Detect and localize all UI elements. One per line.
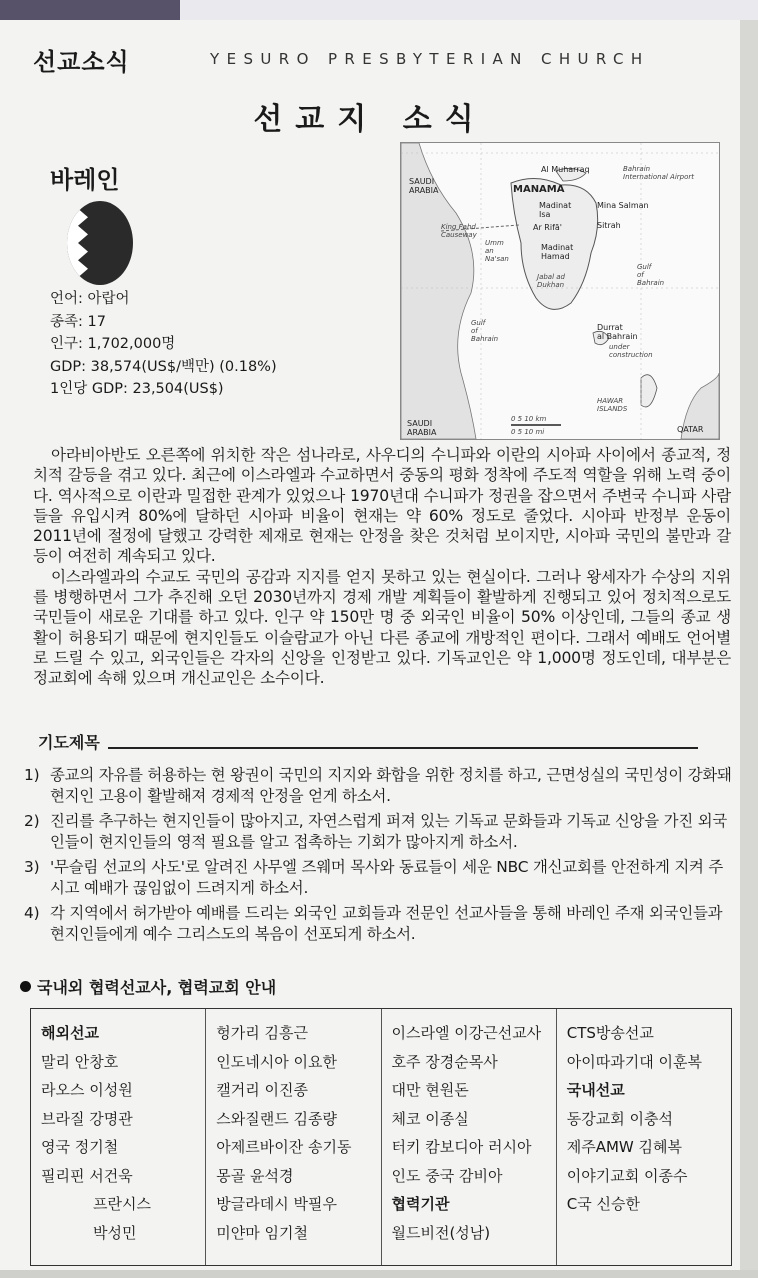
prayer-item — [24, 857, 734, 899]
prayer-text: 각 지역에서 허가받아 예배를 드리는 외국인 교회들과 전문인 선교사들을 통해 바레인 주재 외국인들과 현지인들에게 예수 그리스도의 복음이 선포되게 하소서. — [50, 904, 723, 943]
top-bar-light — [180, 0, 758, 20]
fact-gdp: GDP: 38,574(US$/백만) (0.18%) — [50, 358, 277, 375]
coop-header-domestic: 국내선교 — [566, 1081, 625, 1099]
map-label-saudi-bottom: SAUDI ARABIA — [407, 419, 437, 437]
prayer-number: 1) — [24, 766, 40, 784]
coop-entry: 캘거리 이진종 — [216, 1081, 308, 1099]
coop-entry: 호주 장경순목사 — [391, 1052, 498, 1071]
map-label-hawar: HAWAR ISLANDS — [597, 397, 628, 413]
bahrain-map — [400, 142, 720, 440]
section-label: 선교소식 — [33, 48, 130, 76]
coop-entry: 동강교회 이충석 — [566, 1109, 673, 1128]
article-body — [33, 445, 731, 689]
coop-entry: 브라질 강명관 — [41, 1109, 133, 1128]
map-label-madinat-isa: Madinat Isa — [539, 201, 572, 219]
map-label-saudi-top: SAUDI ARABIA — [409, 177, 439, 195]
coop-column-4 — [557, 1009, 731, 1265]
coop-entry: C국 신승한 — [566, 1195, 640, 1213]
coop-column-3 — [382, 1009, 557, 1265]
cooperation-heading-text: 국내외 협력선교사, 협력교회 안내 — [37, 978, 277, 997]
article-paragraph: 아라비아반도 오른쪽에 위치한 작은 섬나라로, 사우디의 수니파와 이란의 시아파 사이에서 종교적, 정치적 갈등을 겪고 있다. 최근에 이스라엘과 수교하면서 중동의 평화 정착에 주도적 역할을 위해 노력 중이다. 역사적으로 이란과 밀접한 관계가 있었으나 1970년대 수니파가 정권을 잡으면서 주변국 수니파 사람들을 유입시켜 80%에 달하던 시아파 비율이 현재는 약 60% 정도로 줄었다. 시아파 반정부 운동이 2011년에 절정에 달했고 강력한 제재로 현재는 안정을 찾은 것처럼 보이지만, 시아파 국민의 불만과 갈등이 여전히 계속되고 있다. — [33, 446, 731, 566]
coop-entry: 방글라데시 박필우 — [216, 1195, 337, 1213]
prayer-text: '무슬림 선교의 사도'로 알려진 사무엘 즈웨머 목사와 동료들이 세운 NBC 개신교회를 안전하게 지켜 주시고 예배가 끊임없이 드려지게 하소서. — [50, 858, 724, 897]
prayer-item — [24, 811, 734, 853]
coop-entry: 라오스 이성원 — [41, 1081, 133, 1099]
coop-entry: 필리핀 서건욱 — [41, 1166, 133, 1185]
prayer-item — [24, 903, 734, 945]
country-facts — [50, 288, 277, 401]
prayer-text: 종교의 자유를 허용하는 현 왕권이 국민의 지지와 화합을 위한 정치를 하고, 근면성실의 국민성이 강화돼 현지인 고용이 활발해져 경제적 안정을 얻게 하소서. — [50, 766, 732, 805]
prayer-heading-rule — [108, 747, 698, 749]
coop-entry: 제주AMW 김혜복 — [566, 1138, 683, 1156]
map-label-umm-an-nasan: Umm an Na'san — [485, 239, 509, 263]
prayer-number: 4) — [24, 904, 40, 922]
church-name: YESURO PRESBYTERIAN CHURCH — [210, 50, 650, 68]
coop-column-2 — [206, 1009, 381, 1265]
map-label-manama: MANAMA — [513, 184, 565, 195]
bulletin-page — [0, 20, 740, 1270]
coop-entry: 인도네시아 이요한 — [216, 1052, 337, 1071]
coop-entry: 인도 중국 감비아 — [391, 1166, 503, 1185]
fact-peoples: 종족: 17 — [50, 313, 106, 330]
map-scale-mi: 0 5 10 mi — [511, 428, 545, 436]
map-label-airport: Bahrain International Airport — [623, 165, 694, 181]
coop-entry: 체코 이종실 — [391, 1109, 469, 1128]
map-label-gulf-right: Gulf of Bahrain — [637, 263, 665, 287]
fact-population: 인구: 1,702,000명 — [50, 336, 176, 353]
map-label-sitrah: Sitrah — [597, 221, 621, 230]
prayer-number: 2) — [24, 812, 40, 830]
map-label-madinat-hamad: Madinat Hamad — [541, 243, 574, 261]
coop-entry: 헝가리 김흥근 — [216, 1024, 308, 1042]
fact-gdp-per-capita: 1인당 GDP: 23,504(US$) — [50, 381, 224, 398]
coop-header-overseas: 해외선교 — [41, 1024, 99, 1042]
fact-language: 언어: 아랍어 — [50, 291, 130, 307]
coop-entry: 미얀마 임기철 — [216, 1223, 308, 1242]
coop-column-overseas — [31, 1009, 206, 1265]
country-name: 바레인 — [50, 166, 120, 194]
map-label-jabal-ad-dukhan: Jabal ad Dukhan — [537, 273, 565, 289]
map-label-causeway: King Fahd Causeway — [441, 223, 477, 239]
map-scale-km: 0 5 10 km — [511, 415, 547, 423]
coop-entry: 영국 정기철 — [41, 1138, 119, 1156]
coop-header-partners: 협력기관 — [391, 1195, 450, 1213]
bahrain-flag-icon — [66, 200, 134, 286]
coop-entry: 아이따과기대 이훈복 — [566, 1052, 702, 1071]
coop-entry: 박성민 — [93, 1223, 137, 1242]
coop-entry: 대만 현원돈 — [391, 1081, 469, 1099]
map-label-gulf-left: Gulf of Bahrain — [471, 319, 499, 343]
page-title: 선교지 소식 — [253, 102, 487, 137]
coop-entry: 몽골 윤석경 — [216, 1166, 294, 1185]
cooperation-heading — [20, 975, 276, 998]
prayer-text: 진리를 추구하는 현지인들이 많아지고, 자연스럽게 퍼져 있는 기독교 문화들과 기독교 신앙을 가진 외국인들이 현지인들의 영적 필요를 알고 접촉하는 기회가 많아지게 하소서. — [50, 812, 728, 851]
page-edge — [740, 20, 758, 1278]
prayer-heading: 기도제목 — [38, 733, 100, 752]
prayer-number: 3) — [24, 858, 40, 876]
cooperation-table — [30, 1008, 732, 1266]
coop-entry: 터키 캄보디아 러시아 — [391, 1138, 532, 1156]
bottom-edge — [0, 1270, 758, 1278]
map-label-durrat: Durrat al Bahrain — [597, 323, 638, 341]
coop-entry: 말리 안창호 — [41, 1052, 119, 1071]
map-label-under-construction: under construction — [609, 343, 653, 359]
coop-entry: 월드비전(성남) — [391, 1223, 491, 1242]
prayer-list — [24, 765, 734, 949]
prayer-item — [24, 765, 734, 807]
coop-entry: 이야기교회 이종수 — [566, 1166, 688, 1185]
coop-entry: CTS방송선교 — [566, 1024, 654, 1042]
map-label-al-muharraq: Al Muharraq — [541, 165, 590, 174]
article-paragraph: 이스라엘과의 수교도 국민의 공감과 지지를 얻지 못하고 있는 현실이다. 그러나 왕세자가 수상의 지위를 병행하면서 그가 추진해 오던 2030년까지 경제 개발 계획들이 활발하게 진행되고 있어 정치적으로도 국민들이 새로운 기대를 하고 있다. 인구 약 150만 명 중 외국인 비율이 50% 이상인데, 그들의 종교 생활이 허용되기 때문에 현지인들도 이슬람교가 아닌 다른 종교에 개방적인 편이다. 그래서 예배도 언어별로 드릴 수 있고, 외국인들은 각자의 신앙을 인정받고 있다. 기독교인은 약 1,000명 정도인데, 대부분은 정교회에 속해 있으며 개신교인은 소수이다. — [33, 567, 731, 688]
bullet-icon — [20, 981, 31, 992]
map-label-mina-salman: Mina Salman — [597, 201, 649, 210]
coop-entry: 스와질랜드 김종량 — [216, 1109, 337, 1128]
coop-entry: 프란시스 — [93, 1195, 151, 1213]
map-label-qatar: QATAR — [677, 425, 704, 434]
coop-entry: 아제르바이잔 송기동 — [216, 1138, 352, 1156]
coop-entry: 이스라엘 이강근선교사 — [391, 1024, 542, 1042]
map-label-ar-rifa: Ar Rifā' — [533, 223, 563, 232]
